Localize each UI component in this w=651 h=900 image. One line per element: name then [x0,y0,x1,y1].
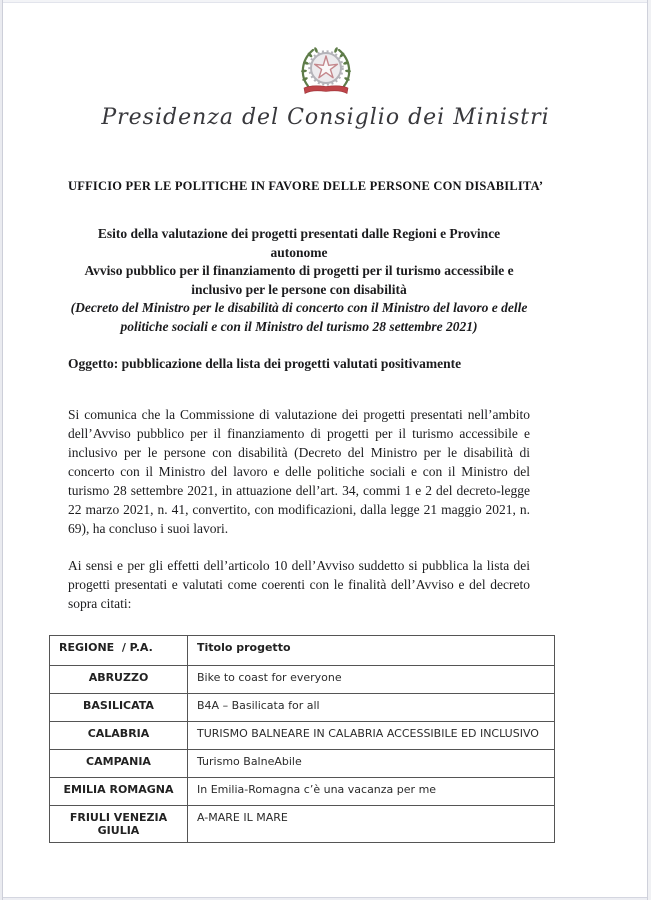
table-row [50,750,555,778]
table-row [50,806,555,843]
project-cell: In Emilia-Romagna c’è una vacanza per me [188,778,555,806]
office-heading: UFFICIO PER LE POLITICHE IN FAVORE DELLE PERSONE CON DISABILITA’ [68,179,544,193]
project-cell: A-MARE IL MARE [188,806,555,843]
region-cell: BASILICATA [50,694,188,722]
table-row [50,666,555,694]
table-row [50,778,555,806]
table-header-row [50,636,555,666]
region-cell: FRIULI VENEZIA GIULIA [50,806,188,843]
decree-line: politiche sociali e con il Ministro del turismo 28 settembre 2021) [120,318,478,334]
region-cell: CAMPANIA [50,750,188,778]
subject-line: Oggetto: pubblicazione della lista dei progetti valutati positivamente [68,356,462,371]
title-line: inclusivo per le persone con disabilità [191,281,407,297]
paragraph-publication: Ai sensi e per gli effetti dell’articolo 10 dell’Avviso suddetto si pubblica la lista dei progetti presentati e valutati come coerenti con le finalità dell’Avviso e del decreto sopra citati: [68,558,530,611]
italian-republic-emblem-icon [296,42,356,98]
project-cell: TURISMO BALNEARE IN CALABRIA ACCESSIBILE ED INCLUSIVO [188,722,555,750]
table-row [50,694,555,722]
institution-script-title: Presidenza del Consiglio dei Ministri [101,105,550,130]
region-cell: CALABRIA [50,722,188,750]
project-cell: Turismo BalneAbile [188,750,555,778]
project-cell: B4A – Basilicata for all [188,694,555,722]
projects-table [49,635,555,843]
table-row [50,722,555,750]
column-header-project: Titolo progetto [188,636,555,666]
title-line: Esito della valutazione dei progetti presentati dalle Regioni e Province autonome [97,226,501,260]
region-cell: EMILIA ROMAGNA [50,778,188,806]
column-header-region: REGIONE / P.A. [50,636,188,666]
paragraph-commission: Si comunica che la Commissione di valutazione dei progetti presentati nell’ambito dell’Avviso pubblico per il finanziamento di progetti per il turismo accessibile e inclusivo per le persone con disabilità (Decreto del Ministro per le disabilità di concerto con il Ministro del lavoro e delle politiche sociali e con il Ministro del turismo 28 settembre 2021, in attuazione dell’art. 34, commi 1 e 2 del decreto-legge 22 marzo 2021, n. 41, convertito, con modificazioni, dalla legge 21 maggio 2021, n. 69), ha concluso i suoi lavori. [68,407,530,536]
region-cell: ABRUZZO [50,666,188,694]
project-cell: Bike to coast for everyone [188,666,555,694]
title-line: Avviso pubblico per il finanziamento di progetti per il turismo accessibile e [84,263,514,278]
document-title-block [68,225,530,336]
decree-line: (Decreto del Ministro per le disabilità di concerto con il Ministro del lavoro e delle [70,300,528,315]
document-body [68,179,544,613]
